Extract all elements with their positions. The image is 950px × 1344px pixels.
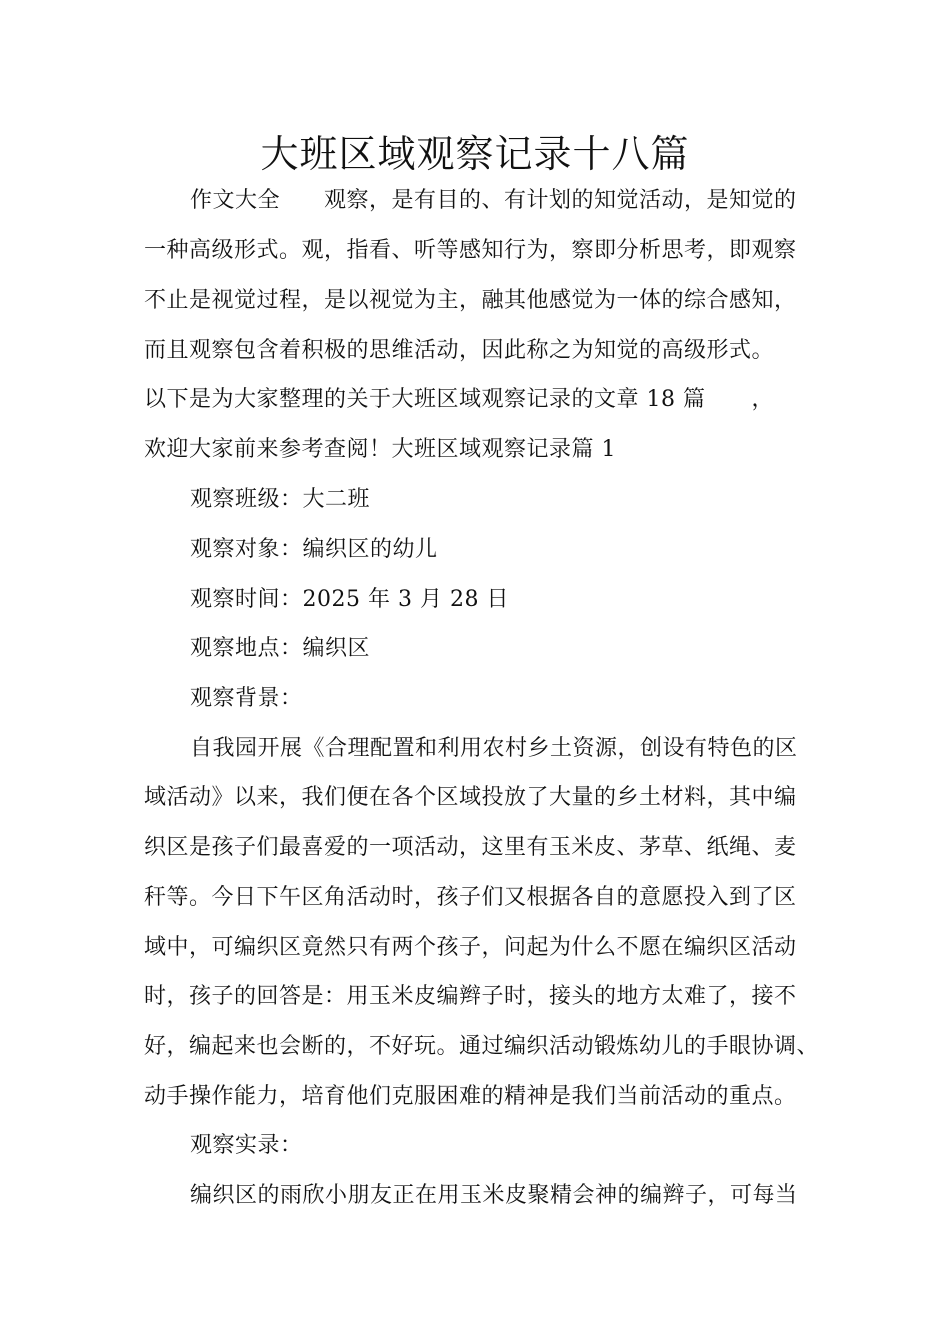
intro-line-5 <box>144 385 774 415</box>
source-label: 作文大全 <box>190 188 281 213</box>
field-class: 观察班级：大二班 <box>190 487 371 512</box>
background-line: 自我园开展《合理配置和利用农村乡土资源，创设有特色的区 <box>190 736 798 761</box>
background-line: 好，编起来也会断的，不好玩。通过编织活动锻炼幼儿的手眼协调、 <box>144 1034 820 1059</box>
intro-line-2: 一种高级形式。观，指看、听等感知行为，察即分析思考，即观察 <box>144 238 797 263</box>
record-heading: 观察实录： <box>190 1133 303 1158</box>
background-line: 时，孩子的回答是：用玉米皮编辫子时，接头的地方太难了，接不 <box>144 984 797 1009</box>
document-title: 大班区域观察记录十八篇 <box>260 132 690 176</box>
intro-line-5-text: 以下是为大家整理的关于大班区域观察记录的文章 18 篇 <box>144 387 706 412</box>
field-place: 观察地点：编织区 <box>190 636 371 661</box>
record-line: 编织区的雨欣小朋友正在用玉米皮聚精会神的编辫子，可每当 <box>190 1183 798 1208</box>
background-heading: 观察背景： <box>190 686 303 711</box>
background-line: 动手操作能力，培育他们克服困难的精神是我们当前活动的重点。 <box>144 1084 797 1109</box>
background-line: 织区是孩子们最喜爱的一项活动，这里有玉米皮、茅草、纸绳、麦 <box>144 835 797 860</box>
intro-line-6: 欢迎大家前来参考查阅！大班区域观察记录篇 1 <box>144 437 616 462</box>
field-time: 观察时间：2025 年 3 月 28 日 <box>190 587 509 612</box>
intro-line-3: 不止是视觉过程，是以视觉为主，融其他感觉为一体的综合感知， <box>144 288 797 313</box>
intro-line-1-text: 观察，是有目的、有计划的知觉活动，是知觉的 <box>324 188 797 213</box>
background-line: 域活动》以来，我们便在各个区域投放了大量的乡土材料，其中编 <box>144 785 797 810</box>
field-target: 观察对象：编织区的幼儿 <box>190 537 438 562</box>
background-line: 秆等。今日下午区角活动时，孩子们又根据各自的意愿投入到了区 <box>144 885 797 910</box>
intro-line-5-end: ， <box>751 387 774 412</box>
intro-line-1 <box>190 186 797 216</box>
background-line: 域中，可编织区竟然只有两个孩子，问起为什么不愿在编织区活动 <box>144 935 797 960</box>
intro-line-4: 而且观察包含着积极的思维活动，因此称之为知觉的高级形式。 <box>144 338 775 363</box>
